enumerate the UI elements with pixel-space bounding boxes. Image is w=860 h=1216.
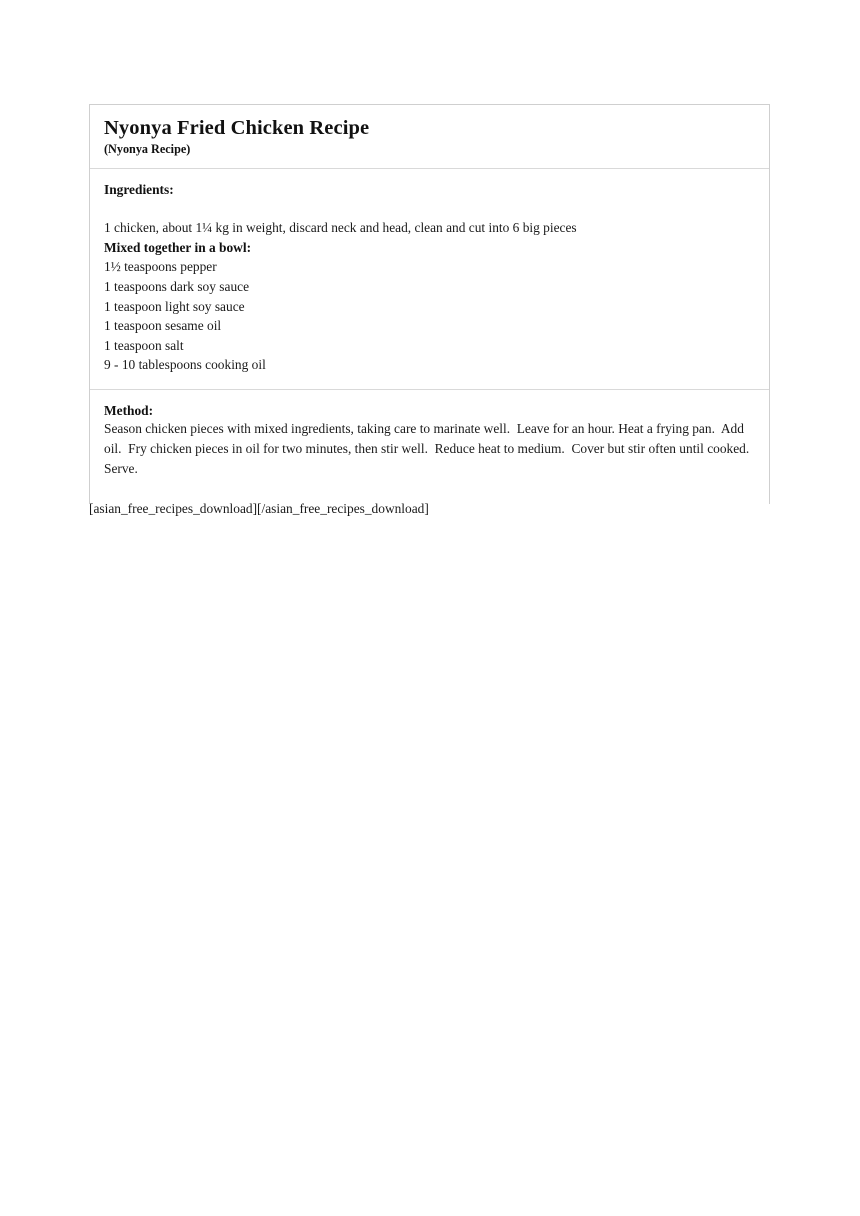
ingredient-item: 1 teaspoon salt (104, 337, 184, 353)
ingredient-item: 9 - 10 tablespoons cooking oil (104, 357, 266, 373)
ingredients-spacer (104, 198, 755, 218)
recipe-subtitle: (Nyonya Recipe) (104, 142, 191, 157)
method-body: Season chicken pieces with mixed ingredients, taking care to marinate well. Leave for an hour. Heat a frying pan. Add oil. Fry chicken pieces in oil for two minutes, then stir well. Reduce heat to medium. Cover but stir often until cooked. Serve. (104, 421, 756, 476)
footer-shortcode: [asian_free_recipes_download][/asian_free_recipes_download] (89, 501, 429, 516)
ingredient-item: 1 chicken, about 1¼ kg in weight, discard neck and head, clean and cut into 6 big pieces (104, 220, 577, 236)
ingredient-item: 1 teaspoons dark soy sauce (104, 279, 250, 295)
ingredient-item: 1 teaspoon sesame oil (104, 318, 222, 334)
ingredients-list (104, 218, 755, 375)
page-title: Nyonya Fried Chicken Recipe (104, 117, 370, 139)
recipe-header (90, 105, 769, 168)
ingredient-item: 1 teaspoon light soy sauce (104, 298, 245, 314)
method-section (90, 389, 769, 504)
ingredient-item: 1½ teaspoons pepper (104, 259, 217, 275)
ingredients-heading: Ingredients: (104, 181, 174, 197)
method-heading: Method: (104, 403, 154, 418)
ingredient-item: Mixed together in a bowl: (104, 239, 252, 255)
ingredients-section (90, 168, 769, 389)
recipe-card (89, 104, 770, 504)
